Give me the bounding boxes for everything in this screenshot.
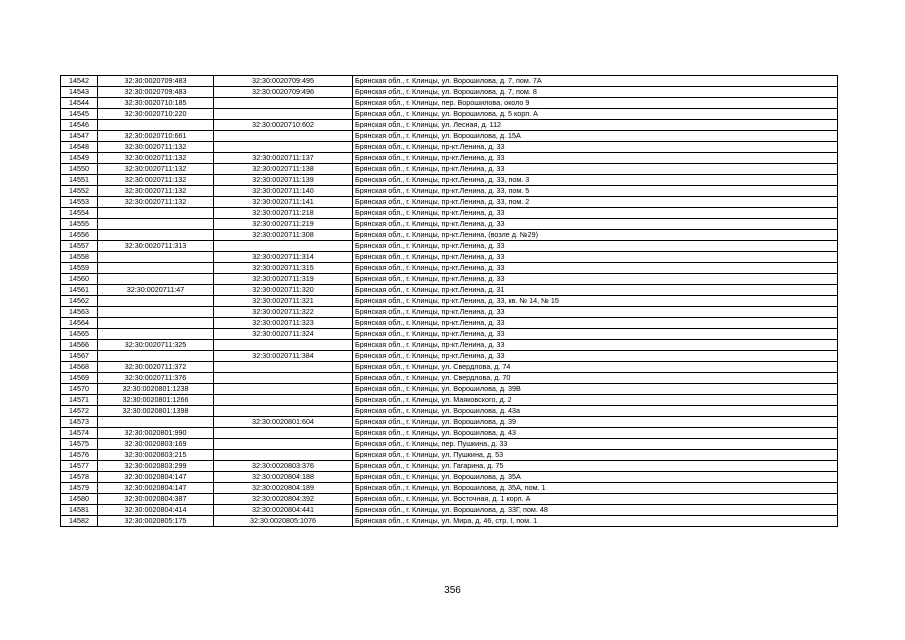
object-cadastral-number-cell: 32:30:0020709:495 bbox=[214, 76, 353, 87]
object-cadastral-number-cell: 32:30:0020711:319 bbox=[214, 274, 353, 285]
row-number-cell: 14555 bbox=[61, 219, 98, 230]
address-cell: Брянская обл., г. Клинцы, ул. Гагарина, д. 75 bbox=[353, 461, 838, 472]
object-cadastral-number-cell bbox=[214, 406, 353, 417]
table-row bbox=[61, 186, 838, 197]
address-cell: Брянская обл., г. Клинцы, пр-кт.Ленина, д. 33 bbox=[353, 164, 838, 175]
row-number-cell: 14546 bbox=[61, 120, 98, 131]
table-row bbox=[61, 274, 838, 285]
cadastral-number-cell: 32:30:0020801:1398 bbox=[98, 406, 214, 417]
address-cell: Брянская обл., г. Клинцы, пр-кт.Ленина, д. 33 bbox=[353, 252, 838, 263]
cadastral-number-cell bbox=[98, 329, 214, 340]
row-number-cell: 14579 bbox=[61, 483, 98, 494]
row-number-cell: 14565 bbox=[61, 329, 98, 340]
row-number-cell: 14549 bbox=[61, 153, 98, 164]
row-number-cell: 14556 bbox=[61, 230, 98, 241]
cadastral-number-cell bbox=[98, 351, 214, 362]
table-row bbox=[61, 329, 838, 340]
object-cadastral-number-cell: 32:30:0020804:188 bbox=[214, 472, 353, 483]
object-cadastral-number-cell: 32:30:0020711:140 bbox=[214, 186, 353, 197]
table-row bbox=[61, 230, 838, 241]
address-cell: Брянская обл., г. Клинцы, пр-кт.Ленина, д. 33 bbox=[353, 329, 838, 340]
cadastral-number-cell: 32:30:0020711:376 bbox=[98, 373, 214, 384]
address-cell: Брянская обл., г. Клинцы, ул. Ворошилова, д. 39В bbox=[353, 384, 838, 395]
object-cadastral-number-cell: 32:30:0020711:324 bbox=[214, 329, 353, 340]
address-cell: Брянская обл., г. Клинцы, ул. Ворошилова, д. 35А, пом. 1 bbox=[353, 483, 838, 494]
table-row bbox=[61, 395, 838, 406]
object-cadastral-number-cell bbox=[214, 340, 353, 351]
table-row bbox=[61, 373, 838, 384]
address-cell: Брянская обл., г. Клинцы, пр-кт.Ленина, д. 31 bbox=[353, 285, 838, 296]
row-number-cell: 14566 bbox=[61, 340, 98, 351]
object-cadastral-number-cell: 32:30:0020711:218 bbox=[214, 208, 353, 219]
row-number-cell: 14568 bbox=[61, 362, 98, 373]
object-cadastral-number-cell: 32:30:0020711:315 bbox=[214, 263, 353, 274]
address-cell: Брянская обл., г. Клинцы, пр-кт.Ленина, д. 33 bbox=[353, 153, 838, 164]
object-cadastral-number-cell: 32:30:0020804:441 bbox=[214, 505, 353, 516]
address-cell: Брянская обл., г. Клинцы, пр-кт.Ленина, д. 33, пом. 2 bbox=[353, 197, 838, 208]
cadastral-number-cell bbox=[98, 219, 214, 230]
cadastral-number-cell bbox=[98, 208, 214, 219]
table-row bbox=[61, 109, 838, 120]
object-cadastral-number-cell: 32:30:0020711:314 bbox=[214, 252, 353, 263]
object-cadastral-number-cell: 32:30:0020711:308 bbox=[214, 230, 353, 241]
address-cell: Брянская обл., г. Клинцы, пр-кт.Ленина, д. 33 bbox=[353, 274, 838, 285]
row-number-cell: 14573 bbox=[61, 417, 98, 428]
row-number-cell: 14544 bbox=[61, 98, 98, 109]
address-cell: Брянская обл., г. Клинцы, ул. Лесная, д. 112 bbox=[353, 120, 838, 131]
row-number-cell: 14574 bbox=[61, 428, 98, 439]
row-number-cell: 14578 bbox=[61, 472, 98, 483]
table-row bbox=[61, 351, 838, 362]
row-number-cell: 14557 bbox=[61, 241, 98, 252]
address-cell: Брянская обл., г. Клинцы, ул. Ворошилова, д. 7, пом. 8 bbox=[353, 87, 838, 98]
address-cell: Брянская обл., г. Клинцы, ул. Ворошилова, д. 43 bbox=[353, 428, 838, 439]
table-row bbox=[61, 263, 838, 274]
address-cell: Брянская обл., г. Клинцы, пр-кт.Ленина, д. 33 bbox=[353, 219, 838, 230]
row-number-cell: 14560 bbox=[61, 274, 98, 285]
address-cell: Брянская обл., г. Клинцы, пр-кт.Ленина, д. 33 bbox=[353, 318, 838, 329]
object-cadastral-number-cell: 32:30:0020804:189 bbox=[214, 483, 353, 494]
registry-table-body bbox=[61, 76, 838, 527]
table-row bbox=[61, 252, 838, 263]
table-row bbox=[61, 98, 838, 109]
object-cadastral-number-cell bbox=[214, 142, 353, 153]
object-cadastral-number-cell: 32:30:0020804:392 bbox=[214, 494, 353, 505]
address-cell: Брянская обл., г. Клинцы, пр-кт.Ленина, д. 33 bbox=[353, 351, 838, 362]
object-cadastral-number-cell: 32:30:0020711:384 bbox=[214, 351, 353, 362]
address-cell: Брянская обл., г. Клинцы, ул. Ворошилова, д. 15А bbox=[353, 131, 838, 142]
cadastral-number-cell: 32:30:0020803:299 bbox=[98, 461, 214, 472]
object-cadastral-number-cell: 32:30:0020710:602 bbox=[214, 120, 353, 131]
table-row bbox=[61, 417, 838, 428]
row-number-cell: 14548 bbox=[61, 142, 98, 153]
object-cadastral-number-cell bbox=[214, 131, 353, 142]
registry-table bbox=[60, 75, 838, 527]
row-number-cell: 14571 bbox=[61, 395, 98, 406]
object-cadastral-number-cell bbox=[214, 439, 353, 450]
cadastral-number-cell: 32:30:0020711:132 bbox=[98, 153, 214, 164]
cadastral-number-cell: 32:30:0020801:990 bbox=[98, 428, 214, 439]
row-number-cell: 14563 bbox=[61, 307, 98, 318]
cadastral-number-cell: 32:30:0020804:387 bbox=[98, 494, 214, 505]
object-cadastral-number-cell: 32:30:0020711:141 bbox=[214, 197, 353, 208]
object-cadastral-number-cell bbox=[214, 241, 353, 252]
cadastral-number-cell: 32:30:0020805:175 bbox=[98, 516, 214, 527]
table-row bbox=[61, 461, 838, 472]
row-number-cell: 14558 bbox=[61, 252, 98, 263]
cadastral-number-cell: 32:30:0020803:215 bbox=[98, 450, 214, 461]
table-row bbox=[61, 472, 838, 483]
address-cell: Брянская обл., г. Клинцы, ул. Ворошилова, д. 35А bbox=[353, 472, 838, 483]
table-row bbox=[61, 120, 838, 131]
cadastral-number-cell: 32:30:0020709:483 bbox=[98, 87, 214, 98]
cadastral-number-cell bbox=[98, 120, 214, 131]
cadastral-number-cell: 32:30:0020711:132 bbox=[98, 197, 214, 208]
address-cell: Брянская обл., г. Клинцы, пр-кт.Ленина, д. 33, кв. № 14, № 15 bbox=[353, 296, 838, 307]
row-number-cell: 14551 bbox=[61, 175, 98, 186]
object-cadastral-number-cell: 32:30:0020805:1076 bbox=[214, 516, 353, 527]
address-cell: Брянская обл., г. Клинцы, пр-кт.Ленина, д. 33, пом. 3 bbox=[353, 175, 838, 186]
address-cell: Брянская обл., г. Клинцы, ул. Ворошилова, д. 5 корп. А bbox=[353, 109, 838, 120]
row-number-cell: 14561 bbox=[61, 285, 98, 296]
address-cell: Брянская обл., г. Клинцы, пр-кт.Ленина, д. 33 bbox=[353, 340, 838, 351]
cadastral-number-cell: 32:30:0020711:325 bbox=[98, 340, 214, 351]
row-number-cell: 14552 bbox=[61, 186, 98, 197]
row-number-cell: 14569 bbox=[61, 373, 98, 384]
table-row bbox=[61, 76, 838, 87]
cadastral-number-cell bbox=[98, 230, 214, 241]
address-cell: Брянская обл., г. Клинцы, ул. Ворошилова, д. 39 bbox=[353, 417, 838, 428]
table-row bbox=[61, 142, 838, 153]
cadastral-number-cell: 32:30:0020710:661 bbox=[98, 131, 214, 142]
address-cell: Брянская обл., г. Клинцы, ул. Ворошилова, д. 43а bbox=[353, 406, 838, 417]
row-number-cell: 14577 bbox=[61, 461, 98, 472]
cadastral-number-cell: 32:30:0020711:132 bbox=[98, 142, 214, 153]
address-cell: Брянская обл., г. Клинцы, ул. Свердлова, д. 74 bbox=[353, 362, 838, 373]
cadastral-number-cell: 32:30:0020710:185 bbox=[98, 98, 214, 109]
table-row bbox=[61, 175, 838, 186]
row-number-cell: 14570 bbox=[61, 384, 98, 395]
cadastral-number-cell bbox=[98, 417, 214, 428]
object-cadastral-number-cell: 32:30:0020711:323 bbox=[214, 318, 353, 329]
cadastral-number-cell: 32:30:0020711:132 bbox=[98, 175, 214, 186]
row-number-cell: 14545 bbox=[61, 109, 98, 120]
table-row bbox=[61, 197, 838, 208]
address-cell: Брянская обл., г. Клинцы, пр-кт.Ленина, (возле д. №29) bbox=[353, 230, 838, 241]
table-row bbox=[61, 153, 838, 164]
object-cadastral-number-cell bbox=[214, 373, 353, 384]
object-cadastral-number-cell: 32:30:0020711:219 bbox=[214, 219, 353, 230]
table-row bbox=[61, 87, 838, 98]
row-number-cell: 14564 bbox=[61, 318, 98, 329]
row-number-cell: 14575 bbox=[61, 439, 98, 450]
address-cell: Брянская обл., г. Клинцы, пр-кт.Ленина, д. 33 bbox=[353, 307, 838, 318]
table-row bbox=[61, 307, 838, 318]
address-cell: Брянская обл., г. Клинцы, пр-кт.Ленина, д. 33, пом. 5 bbox=[353, 186, 838, 197]
cadastral-number-cell bbox=[98, 296, 214, 307]
cadastral-number-cell: 32:30:0020803:169 bbox=[98, 439, 214, 450]
address-cell: Брянская обл., г. Клинцы, пр-кт.Ленина, д. 33 bbox=[353, 142, 838, 153]
address-cell: Брянская обл., г. Клинцы, ул. Ворошилова, д. 7, пом. 7А bbox=[353, 76, 838, 87]
table-row bbox=[61, 164, 838, 175]
cadastral-number-cell bbox=[98, 263, 214, 274]
object-cadastral-number-cell: 32:30:0020711:137 bbox=[214, 153, 353, 164]
cadastral-number-cell: 32:30:0020711:313 bbox=[98, 241, 214, 252]
table-row bbox=[61, 362, 838, 373]
address-cell: Брянская обл., г. Клинцы, ул. Маяковского, д. 2 bbox=[353, 395, 838, 406]
table-row bbox=[61, 483, 838, 494]
table-row bbox=[61, 439, 838, 450]
table-row bbox=[61, 428, 838, 439]
table-row bbox=[61, 219, 838, 230]
object-cadastral-number-cell: 32:30:0020711:138 bbox=[214, 164, 353, 175]
table-row bbox=[61, 318, 838, 329]
address-cell: Брянская обл., г. Клинцы, пер. Ворошилова, около 9 bbox=[353, 98, 838, 109]
table-row bbox=[61, 450, 838, 461]
cadastral-number-cell: 32:30:0020711:372 bbox=[98, 362, 214, 373]
object-cadastral-number-cell: 32:30:0020709:496 bbox=[214, 87, 353, 98]
table-row bbox=[61, 208, 838, 219]
row-number-cell: 14582 bbox=[61, 516, 98, 527]
object-cadastral-number-cell: 32:30:0020711:320 bbox=[214, 285, 353, 296]
cadastral-number-cell: 32:30:0020804:147 bbox=[98, 472, 214, 483]
table-row bbox=[61, 384, 838, 395]
cadastral-number-cell bbox=[98, 307, 214, 318]
row-number-cell: 14553 bbox=[61, 197, 98, 208]
object-cadastral-number-cell bbox=[214, 384, 353, 395]
row-number-cell: 14562 bbox=[61, 296, 98, 307]
row-number-cell: 14572 bbox=[61, 406, 98, 417]
row-number-cell: 14543 bbox=[61, 87, 98, 98]
cadastral-number-cell: 32:30:0020804:147 bbox=[98, 483, 214, 494]
object-cadastral-number-cell: 32:30:0020801:604 bbox=[214, 417, 353, 428]
cadastral-number-cell: 32:30:0020804:414 bbox=[98, 505, 214, 516]
object-cadastral-number-cell: 32:30:0020803:376 bbox=[214, 461, 353, 472]
table-row bbox=[61, 285, 838, 296]
row-number-cell: 14547 bbox=[61, 131, 98, 142]
address-cell: Брянская обл., г. Клинцы, ул. Свердлова, д. 70 bbox=[353, 373, 838, 384]
cadastral-number-cell bbox=[98, 318, 214, 329]
object-cadastral-number-cell bbox=[214, 109, 353, 120]
object-cadastral-number-cell bbox=[214, 450, 353, 461]
cadastral-number-cell: 32:30:0020801:1238 bbox=[98, 384, 214, 395]
row-number-cell: 14554 bbox=[61, 208, 98, 219]
row-number-cell: 14567 bbox=[61, 351, 98, 362]
row-number-cell: 14550 bbox=[61, 164, 98, 175]
page-number: 356 bbox=[444, 585, 461, 596]
object-cadastral-number-cell: 32:30:0020711:322 bbox=[214, 307, 353, 318]
cadastral-number-cell: 32:30:0020711:132 bbox=[98, 186, 214, 197]
table-row bbox=[61, 406, 838, 417]
row-number-cell: 14559 bbox=[61, 263, 98, 274]
address-cell: Брянская обл., г. Клинцы, пр-кт.Ленина, д. 33 bbox=[353, 241, 838, 252]
table-row bbox=[61, 131, 838, 142]
address-cell: Брянская обл., г. Клинцы, ул. Мира, д. 46, стр. I, пом. 1 bbox=[353, 516, 838, 527]
row-number-cell: 14576 bbox=[61, 450, 98, 461]
row-number-cell: 14580 bbox=[61, 494, 98, 505]
address-cell: Брянская обл., г. Клинцы, ул. Ворошилова, д. 33Г, пом. 48 bbox=[353, 505, 838, 516]
table-row bbox=[61, 296, 838, 307]
table-row bbox=[61, 505, 838, 516]
object-cadastral-number-cell: 32:30:0020711:139 bbox=[214, 175, 353, 186]
address-cell: Брянская обл., г. Клинцы, ул. Восточная, д. 1 корп. А bbox=[353, 494, 838, 505]
table-row bbox=[61, 516, 838, 527]
address-cell: Брянская обл., г. Клинцы, пр-кт.Ленина, д. 33 bbox=[353, 263, 838, 274]
object-cadastral-number-cell bbox=[214, 395, 353, 406]
object-cadastral-number-cell bbox=[214, 98, 353, 109]
object-cadastral-number-cell: 32:30:0020711:321 bbox=[214, 296, 353, 307]
cadastral-number-cell bbox=[98, 252, 214, 263]
cadastral-number-cell: 32:30:0020711:132 bbox=[98, 164, 214, 175]
address-cell: Брянская обл., г. Клинцы, пр-кт.Ленина, д. 33 bbox=[353, 208, 838, 219]
object-cadastral-number-cell bbox=[214, 428, 353, 439]
table-row bbox=[61, 494, 838, 505]
address-cell: Брянская обл., г. Клинцы, ул. Пушкина, д. 53 bbox=[353, 450, 838, 461]
cadastral-number-cell: 32:30:0020801:1266 bbox=[98, 395, 214, 406]
row-number-cell: 14542 bbox=[61, 76, 98, 87]
cadastral-number-cell: 32:30:0020711:47 bbox=[98, 285, 214, 296]
row-number-cell: 14581 bbox=[61, 505, 98, 516]
table-row bbox=[61, 241, 838, 252]
cadastral-number-cell bbox=[98, 274, 214, 285]
object-cadastral-number-cell bbox=[214, 362, 353, 373]
address-cell: Брянская обл., г. Клинцы, пер. Пушкина, д. 33 bbox=[353, 439, 838, 450]
table-row bbox=[61, 340, 838, 351]
cadastral-number-cell: 32:30:0020710:220 bbox=[98, 109, 214, 120]
cadastral-number-cell: 32:30:0020709:483 bbox=[98, 76, 214, 87]
